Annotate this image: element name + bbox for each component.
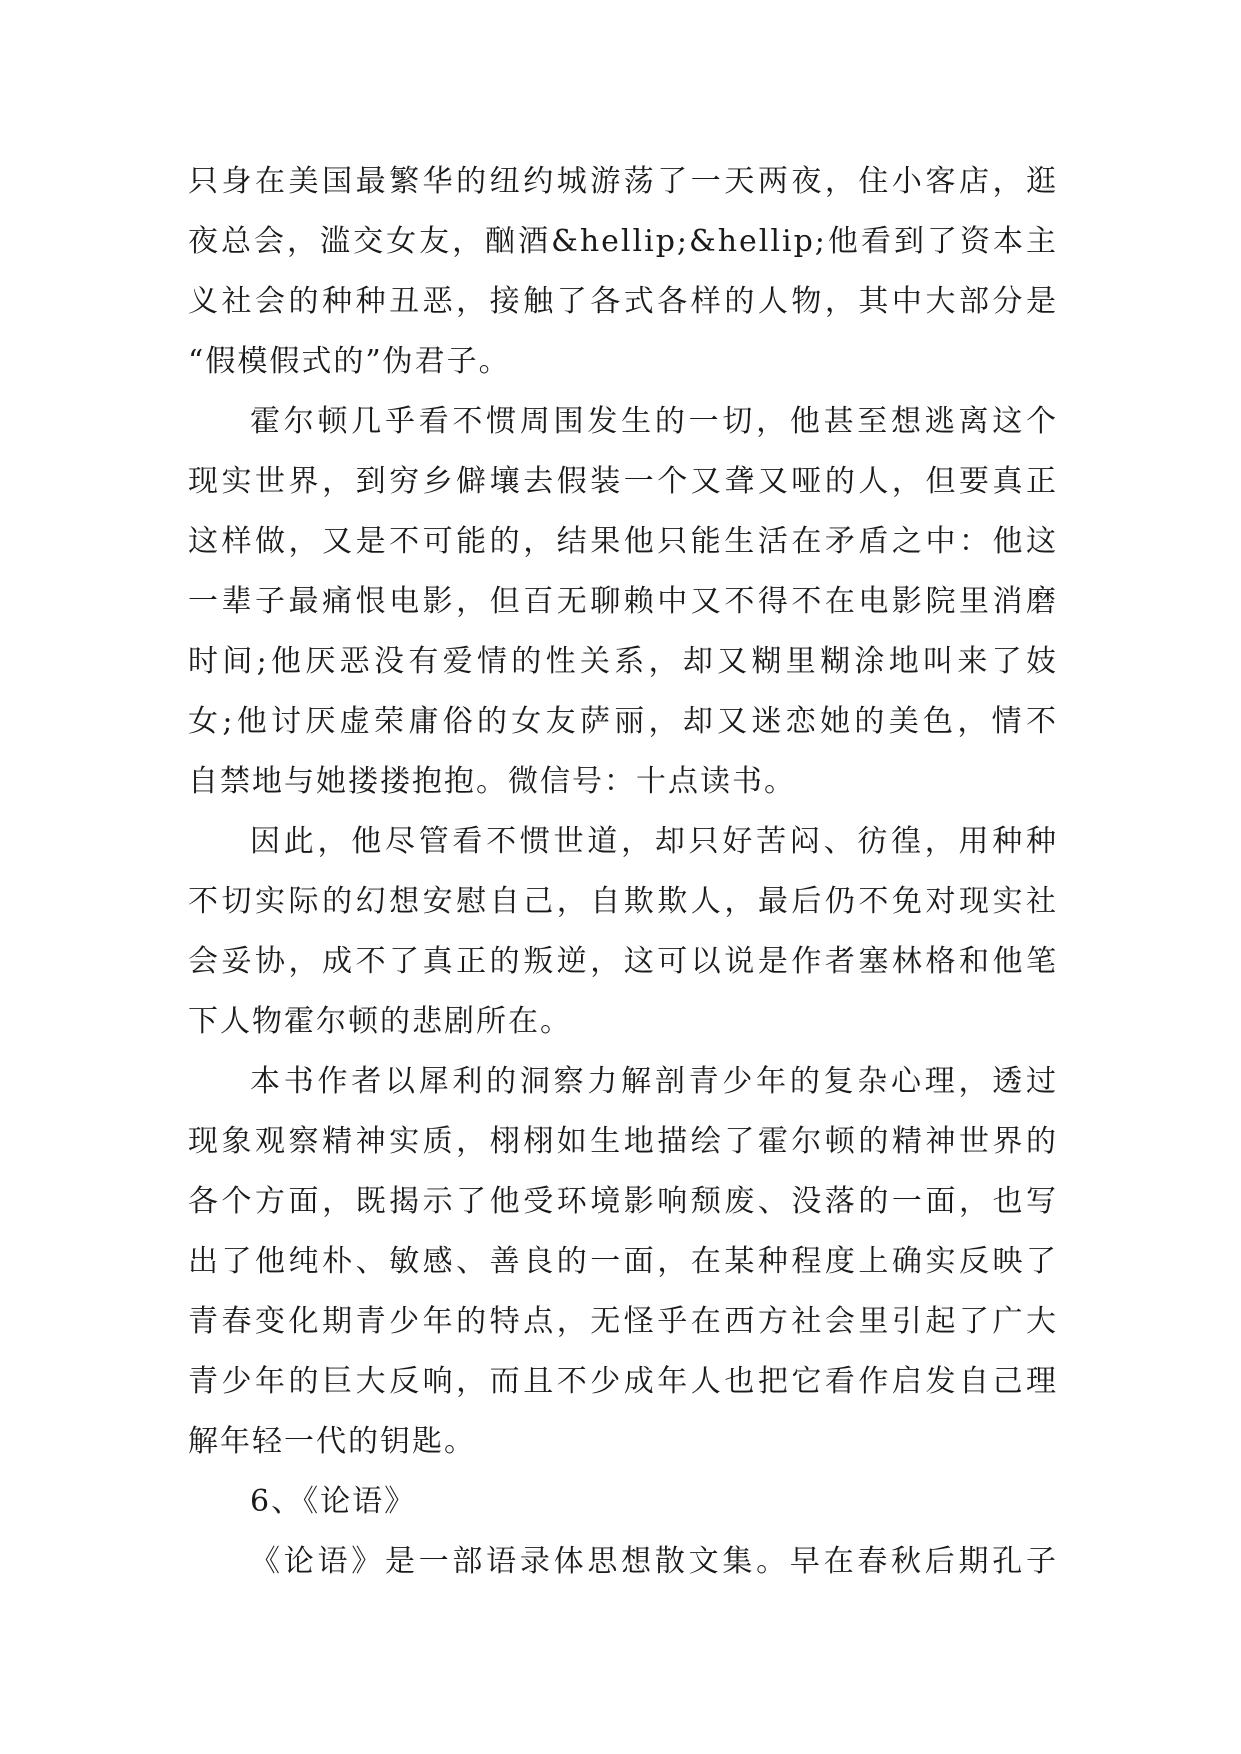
text-line: 这样做，又是不可能的，结果他只能生活在矛盾之中：他这 (188, 524, 1058, 559)
text-line: “假模假式的”伪君子。 (188, 344, 511, 379)
text-line: 解年轻一代的钥匙。 (188, 1424, 476, 1459)
text-line: 因此，他尽管看不惯世道，却只好苦闷、彷徨，用种种 (250, 824, 1058, 859)
text-line: 一辈子最痛恨电影，但百无聊赖中又不得不在电影院里消磨 (188, 584, 1058, 619)
text-line: 本书作者以犀利的洞察力解剖青少年的复杂心理，透过 (250, 1064, 1058, 1099)
text-line: 现实世界，到穷乡僻壤去假装一个又聋又哑的人，但要真正 (188, 464, 1058, 499)
text-line: 各个方面，既揭示了他受环境影响颓废、没落的一面，也写 (188, 1184, 1058, 1219)
text-line: 下人物霍尔顿的悲剧所在。 (188, 1004, 572, 1039)
text-line: 6、《论语》 (250, 1484, 417, 1519)
text-line: 《论语》是一部语录体思想散文集。早在春秋后期孔子 (250, 1544, 1058, 1579)
text-line: 只身在美国最繁华的纽约城游荡了一天两夜，住小客店，逛 (188, 164, 1058, 199)
text-line: 自禁地与她搂搂抱抱。微信号：十点读书。 (188, 764, 796, 799)
document-body (188, 152, 1058, 1592)
text-line: 青春变化期青少年的特点，无怪乎在西方社会里引起了广大 (188, 1304, 1058, 1339)
text-line: 不切实际的幻想安慰自己，自欺欺人，最后仍不免对现实社 (188, 884, 1058, 919)
text-line: 夜总会，滥交女友，酗酒&hellip;&hellip;他看到了资本主 (188, 224, 1058, 259)
text-line: 青少年的巨大反响，而且不少成年人也把它看作启发自己理 (188, 1364, 1058, 1399)
text-line: 会妥协，成不了真正的叛逆，这可以说是作者塞林格和他笔 (188, 944, 1058, 979)
text-line: 时间;他厌恶没有爱情的性关系，却又糊里糊涂地叫来了妓 (188, 644, 1058, 679)
text-line: 义社会的种种丑恶，接触了各式各样的人物，其中大部分是 (188, 284, 1058, 319)
text-line: 现象观察精神实质，栩栩如生地描绘了霍尔顿的精神世界的 (188, 1124, 1058, 1159)
text-line: 出了他纯朴、敏感、善良的一面，在某种程度上确实反映了 (188, 1244, 1058, 1279)
text-line: 霍尔顿几乎看不惯周围发生的一切，他甚至想逃离这个 (250, 404, 1058, 439)
text-line: 女;他讨厌虚荣庸俗的女友萨丽，却又迷恋她的美色，情不 (188, 704, 1058, 739)
